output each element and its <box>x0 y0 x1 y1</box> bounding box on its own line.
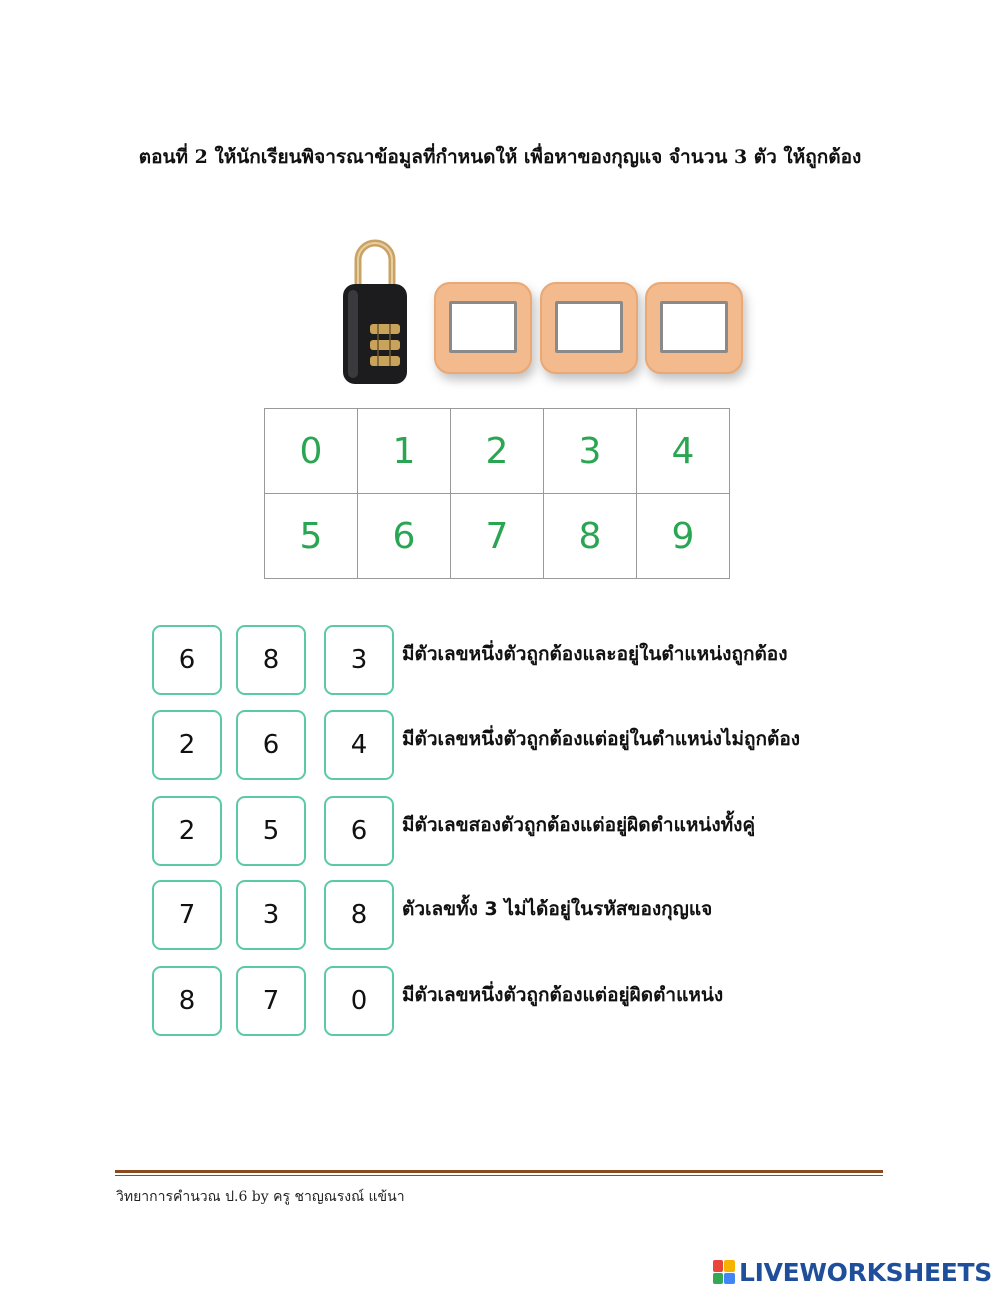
clue-digit: 6 <box>152 625 222 695</box>
clue-digit: 3 <box>236 880 306 950</box>
clue-digit: 7 <box>236 966 306 1036</box>
digit-grid-row <box>265 494 730 579</box>
clue-row-4 <box>152 880 872 952</box>
digit-cell: 0 <box>265 409 358 494</box>
clue-digit: 3 <box>324 625 394 695</box>
clue-digit: 2 <box>152 710 222 780</box>
code-slot-2 <box>540 282 638 374</box>
clue-digit: 6 <box>236 710 306 780</box>
code-input-2[interactable] <box>555 301 623 353</box>
padlock-icon <box>340 232 410 387</box>
digit-grid <box>264 408 730 579</box>
digit-cell: 4 <box>637 409 730 494</box>
clue-digit: 2 <box>152 796 222 866</box>
clue-text: มีตัวเลขหนึ่งตัวถูกต้องและอยู่ในตำแหน่งถูกต้อง <box>402 643 788 665</box>
code-input-3[interactable] <box>660 301 728 353</box>
footer-divider <box>115 1170 883 1176</box>
brand-logo[interactable] <box>713 1256 992 1288</box>
clue-text: มีตัวเลขหนึ่งตัวถูกต้องแต่อยู่ผิดตำแหน่ง <box>402 984 724 1006</box>
footer-credit: วิทยาการคำนวณ ป.6 by ครู ชาญณรงณ์ แข้นา <box>116 1189 405 1205</box>
digit-cell: 5 <box>265 494 358 579</box>
liveworksheets-logo-icon <box>713 1260 735 1284</box>
page-title: ตอนที่ 2 ให้นักเรียนพิจารณาข้อมูลที่กำหนดให้ เพื่อหาของกุญแจ จำนวน 3 ตัว ให้ถูกต้อง <box>138 146 862 168</box>
clue-row-5 <box>152 966 872 1038</box>
clue-row-2 <box>152 710 872 782</box>
digit-grid-row <box>265 409 730 494</box>
brand-name: LIVEWORKSHEETS <box>738 1257 992 1287</box>
code-slot-3 <box>645 282 743 374</box>
clue-digit: 8 <box>324 880 394 950</box>
digit-cell: 7 <box>451 494 544 579</box>
code-input-1[interactable] <box>449 301 517 353</box>
digit-cell: 6 <box>358 494 451 579</box>
digit-cell: 1 <box>358 409 451 494</box>
digit-cell: 2 <box>451 409 544 494</box>
digit-cell: 9 <box>637 494 730 579</box>
digit-cell: 3 <box>544 409 637 494</box>
clue-text: ตัวเลขทั้ง 3 ไม่ได้อยู่ในรหัสของกุญแจ <box>402 898 713 920</box>
clue-text: มีตัวเลขสองตัวถูกต้องแต่อยู่ผิดตำแหน่งทั้งคู่ <box>402 814 756 836</box>
clue-row-3 <box>152 796 872 868</box>
clue-digit: 5 <box>236 796 306 866</box>
digit-cell: 8 <box>544 494 637 579</box>
clue-row-1 <box>152 625 872 697</box>
clue-digit: 8 <box>152 966 222 1036</box>
clue-digit: 7 <box>152 880 222 950</box>
clue-digit: 6 <box>324 796 394 866</box>
clue-text: มีตัวเลขหนึ่งตัวถูกต้องแต่อยู่ในตำแหน่งไม่ถูกต้อง <box>402 728 801 750</box>
clue-digit: 4 <box>324 710 394 780</box>
clue-digit: 0 <box>324 966 394 1036</box>
code-slot-1 <box>434 282 532 374</box>
clue-digit: 8 <box>236 625 306 695</box>
